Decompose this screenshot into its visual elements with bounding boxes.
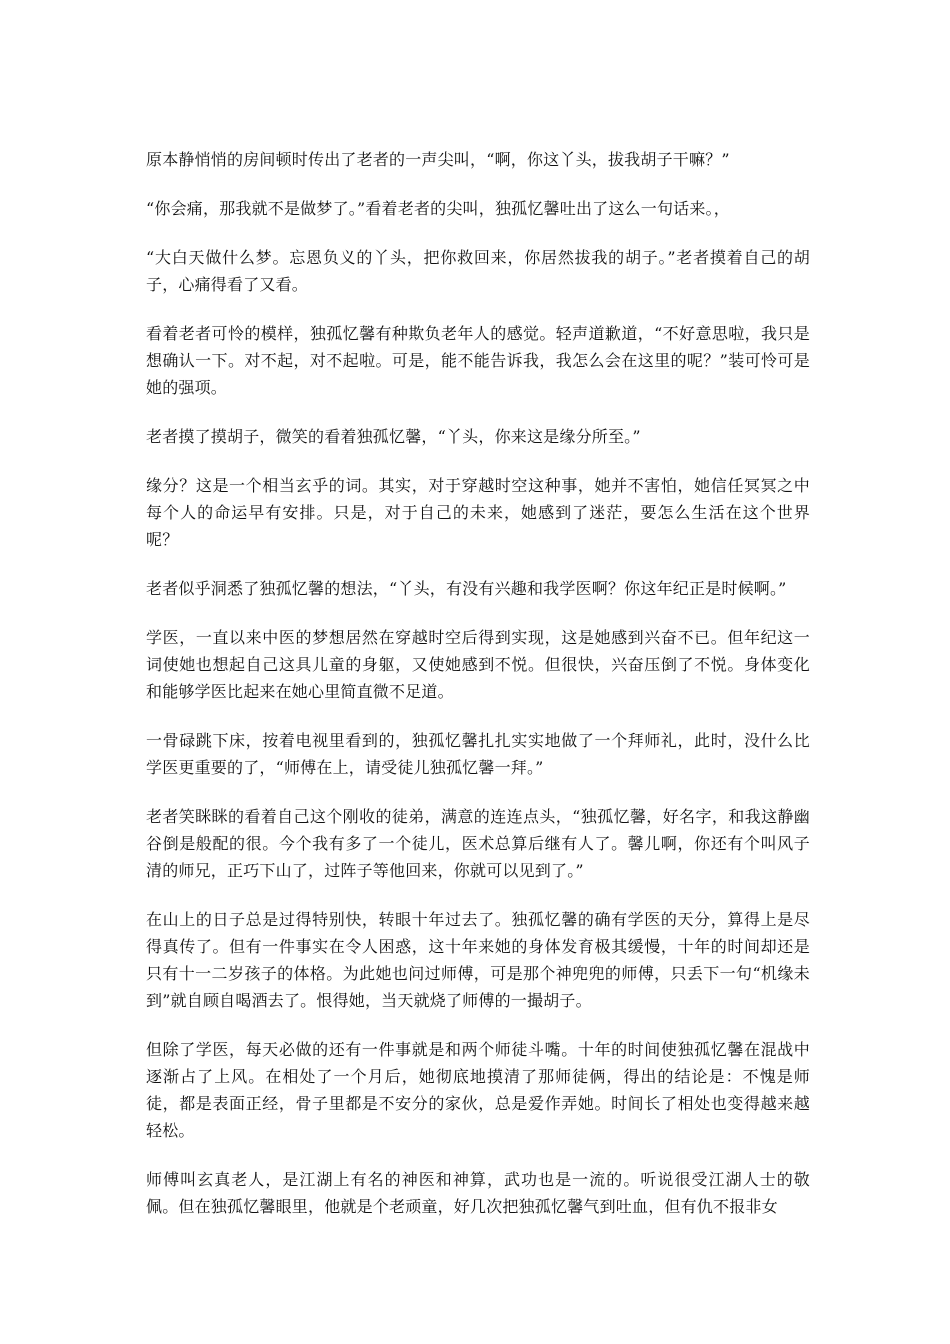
paragraph-5: 老者摸了摸胡子，微笑的看着独孤忆馨，“丫头，你来这是缘分所至。” bbox=[146, 427, 641, 446]
paragraph-1: 原本静悄悄的房间顿时传出了老者的一声尖叫，“啊，你这丫头，拔我胡子干嘛？” bbox=[146, 150, 730, 169]
paragraph-8: 学医，一直以来中医的梦想居然在穿越时空后得到实现，这是她感到兴奋不已。但年纪这一词使她也想起自己这具儿童的身躯，又使她感到不悦。但很快，兴奋压倒了不悦。身体变化和能够学医比起来在她心里简直微不足道。 bbox=[146, 628, 810, 701]
document-body bbox=[146, 146, 810, 1242]
paragraph-6: 缘分？这是一个相当玄乎的词。其实，对于穿越时空这种事，她并不害怕，她信任冥冥之中每个人的命运早有安排。只是，对于自己的未来，她感到了迷茫，要怎么生活在这个世界呢？ bbox=[146, 476, 810, 549]
paragraph-3: “大白天做什么梦。忘恩负义的丫头，把你救回来，你居然拔我的胡子。”老者摸着自己的胡子，心痛得看了又看。 bbox=[146, 248, 810, 294]
paragraph-10: 老者笑眯眯的看着自己这个刚收的徒弟，满意的连连点头，“独孤忆馨，好名字，和我这静幽谷倒是般配的很。今个我有多了一个徒儿，医术总算后继有人了。馨儿啊，你还有个叫风子清的师兄，正巧下山了，过阵子等他回来，你就可以见到了。” bbox=[146, 807, 810, 880]
paragraph-2: “你会痛，那我就不是做梦了。”看着老者的尖叫，独孤忆馨吐出了这么一句话来。， bbox=[146, 199, 730, 218]
paragraph-11: 在山上的日子总是过得特别快，转眼十年过去了。独孤忆馨的确有学医的天分，算得上是尽得真传了。但有一件事实在令人困惑，这十年来她的身体发育极其缓慢，十年的时间却还是只有十一二岁孩子的体格。为此她也问过师傅，可是那个神兜兜的师傅，只丢下一句“机缘未到”就自顾自喝酒去了。恨得她，当天就烧了师傅的一撮胡子。 bbox=[146, 910, 810, 1010]
paragraph-4: 看着老者可怜的模样，独孤忆馨有种欺负老年人的感觉。轻声道歉道，“不好意思啦，我只是想确认一下。对不起，对不起啦。可是，能不能告诉我，我怎么会在这里的呢？”装可怜可是她的强项。 bbox=[146, 324, 810, 397]
paragraph-9: 一骨碌跳下床，按着电视里看到的，独孤忆馨扎扎实实地做了一个拜师礼，此时，没什么比学医更重要的了，“师傅在上，请受徒儿独孤忆馨一拜。” bbox=[146, 731, 810, 777]
paragraph-12: 但除了学医，每天必做的还有一件事就是和两个师徒斗嘴。十年的时间使独孤忆馨在混战中逐渐占了上风。在相处了一个月后，她彻底地摸清了那师徒俩，得出的结论是：不愧是师徒，都是表面正经，骨子里都是不安分的家伙，总是爱作弄她。时间长了相处也变得越来越轻松。 bbox=[146, 1040, 810, 1140]
paragraph-13: 师傅叫玄真老人，是江湖上有名的神医和神算，武功也是一流的。听说很受江湖人士的敬佩。但在独孤忆馨眼里，他就是个老顽童，好几次把独孤忆馨气到吐血，但有仇不报非女 bbox=[146, 1170, 810, 1216]
paragraph-7: 老者似乎洞悉了独孤忆馨的想法，“丫头，有没有兴趣和我学医啊？你这年纪正是时候啊。” bbox=[146, 579, 787, 598]
